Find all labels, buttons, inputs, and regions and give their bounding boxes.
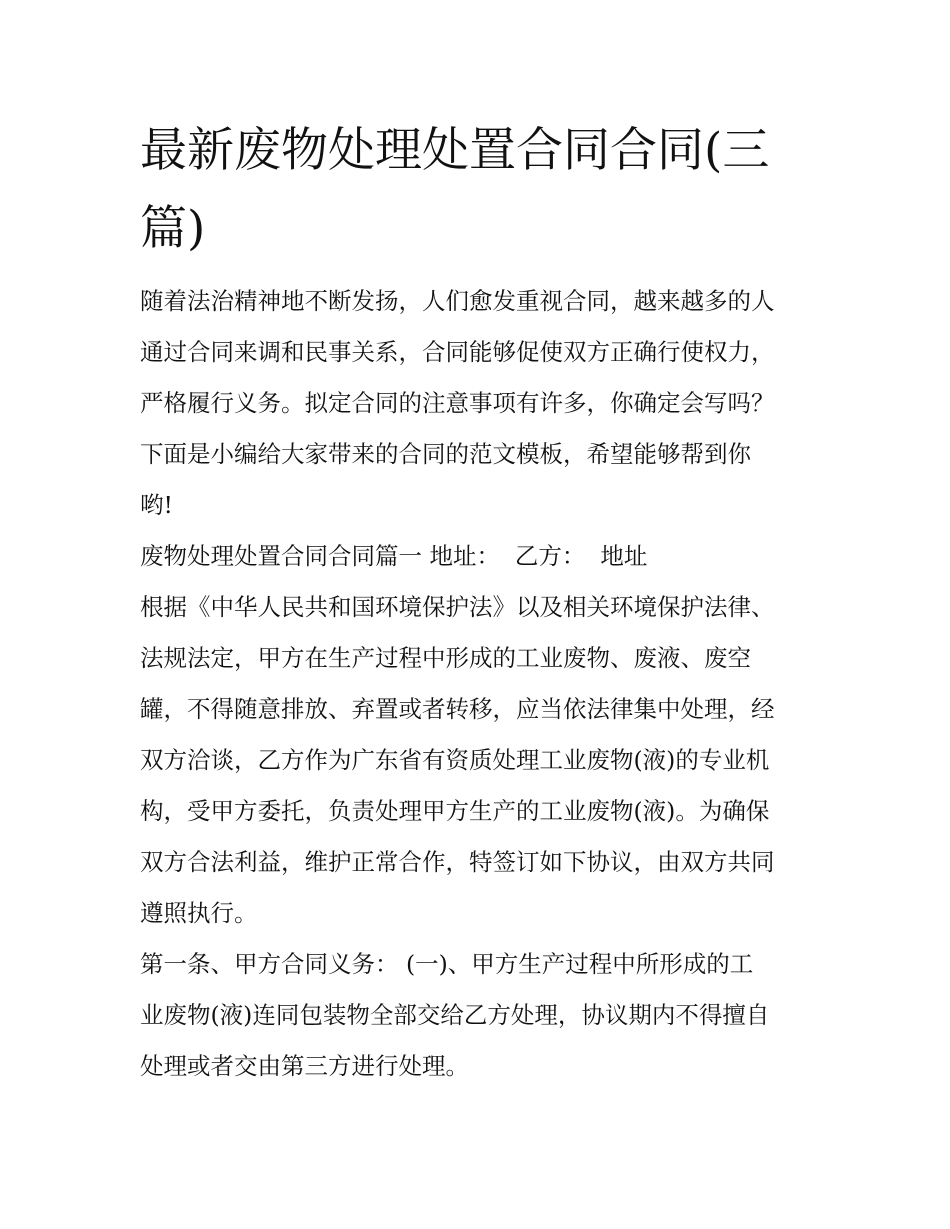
- article-one-paragraph: [140, 939, 820, 1092]
- text-line: 哟!: [140, 491, 173, 519]
- text-line: 根据《中华人民共和国环境保护法》以及相关环境保护法律、: [140, 593, 775, 621]
- text-line: 处理或者交由第三方进行处理。: [140, 1052, 469, 1080]
- text-line: 下面是小编给大家带来的合同的范文模板，希望能够帮到你: [140, 440, 751, 468]
- text-line: 随着法治精神地不断发扬，人们愈发重视合同，越来越多的人: [140, 287, 775, 315]
- text-line: 构，受甲方委托，负责处理甲方生产的工业废物(液)。为确保: [140, 797, 770, 825]
- title-line: 篇): [140, 201, 206, 256]
- text-line: 通过合同来调和民事关系，合同能够促使双方正确行使权力，: [140, 338, 775, 366]
- document-title: [140, 112, 830, 268]
- text-line: 双方洽谈，乙方作为广东省有资质处理工业废物(液)的专业机: [140, 746, 770, 774]
- text-line: 严格履行义务。拟定合同的注意事项有许多，你确定会写吗？: [140, 389, 775, 417]
- document-body: [140, 276, 820, 1092]
- title-line: 最新废物处理处置合同合同(三: [140, 123, 770, 178]
- text-line: 罐，不得随意排放、弃置或者转移，应当依法律集中处理，经: [140, 695, 775, 723]
- text-line: 遵照执行。: [140, 899, 258, 927]
- section-heading-paragraph: [140, 531, 820, 582]
- text-line: 法规法定，甲方在生产过程中形成的工业废物、废液、废空: [140, 644, 751, 672]
- intro-paragraph: [140, 276, 820, 531]
- text-line: 双方合法利益，维护正常合作，特签订如下协议，由双方共同: [140, 848, 775, 876]
- text-line: 废物处理处置合同合同篇一 地址： 乙方： 地址: [140, 542, 648, 570]
- preamble-paragraph: [140, 582, 820, 939]
- text-line: 第一条、甲方合同义务： (一)、甲方生产过程中所形成的工: [140, 950, 754, 978]
- text-line: 业废物(液)连同包装物全部交给乙方处理，协议期内不得擅自: [140, 1001, 770, 1029]
